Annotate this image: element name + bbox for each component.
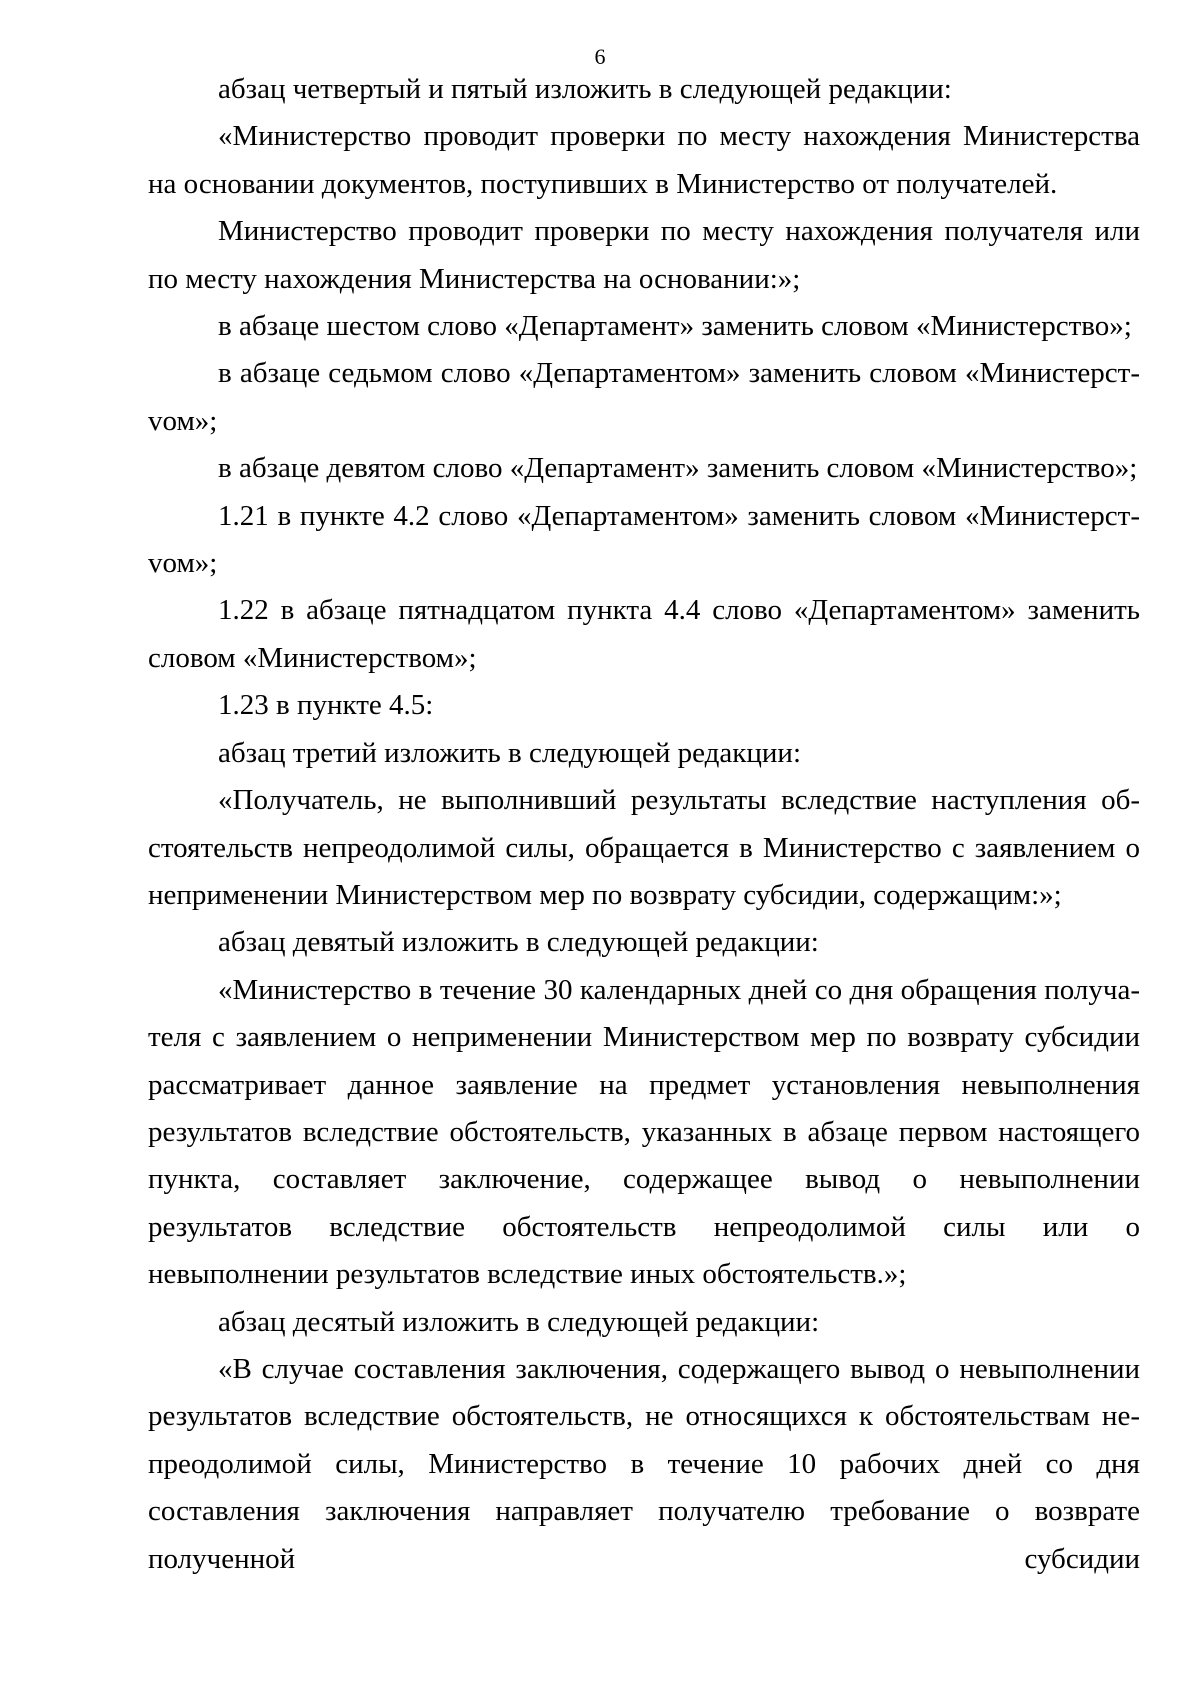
paragraph-7: 1.21 в пункте 4.2 слово «Департаментом» заменить словом «Министерстvом»; xyxy=(148,499,1140,580)
document-body xyxy=(148,66,1140,1583)
paragraph-2: «Министерство проводит проверки по месту нахождения Министерства на основании документов, поступивших в Министерство от получателей. xyxy=(148,120,1140,200)
paragraph-10: абзац третий изложить в следующей редакции: xyxy=(218,736,802,769)
paragraph-14: абзац десятый изложить в следующей редакции: xyxy=(218,1305,820,1338)
paragraph-15: «В случае составления заключения, содержащего вывод о невыполнении результатов вследствие обстоятельств, не относящихся к обстоятельствам непреодолимой силы, Министерство в течение 10 рабочих дней со дня составления заключения направляет получателю требование о возврате полученной субсидии xyxy=(148,1352,1140,1575)
paragraph-8: 1.22 в абзаце пятнадцатом пункта 4.4 слово «Департаментом» заменить словом «Министерством»; xyxy=(148,594,1140,674)
paragraph-5: в абзаце седьмом слово «Департаментом» заменить словом «Министерстvом»; xyxy=(148,357,1140,437)
paragraph-13: «Министерство в течение 30 календарных дней со дня обращения получателя с заявлением о неприменении Министерством мер по возврату субсидии рассматривает данное заявление на предмет установления невыполнения результатов вследствие обстоятельств, указанных в абзаце первом настоящего пункта, составляет заключение, содержащее вывод о невыполнении результатов вследствие обстоятельств непреодолимой силы или о невыполнении результатов вследствие иных обстоятельств.»; xyxy=(148,973,1140,1291)
paragraph-11: «Получатель, не выполнивший результаты вследствие наступления обстоятельств непреодолимой силы, обращается в Министерство с заявлением о неприменении Министерством мер по возврату субсидии, содержащим:»; xyxy=(148,784,1140,911)
paragraph-9: 1.23 в пункте 4.5: xyxy=(218,689,434,722)
paragraph-3: Министерство проводит проверки по месту нахождения получателя или по месту нахождения Министерства на основании:»; xyxy=(148,215,1140,295)
page-number: 6 xyxy=(594,44,606,69)
paragraph-12: абзац девятый изложить в следующей редакции: xyxy=(218,926,819,959)
paragraph-4: в абзаце шестом слово «Департамент» заменить словом «Министерство»; xyxy=(218,310,1132,343)
paragraph-6: в абзаце девятом слово «Департамент» заменить словом «Министерство»; xyxy=(218,452,1138,485)
paragraph-1: абзац четвертый и пятый изложить в следующей редакции: xyxy=(218,73,952,105)
